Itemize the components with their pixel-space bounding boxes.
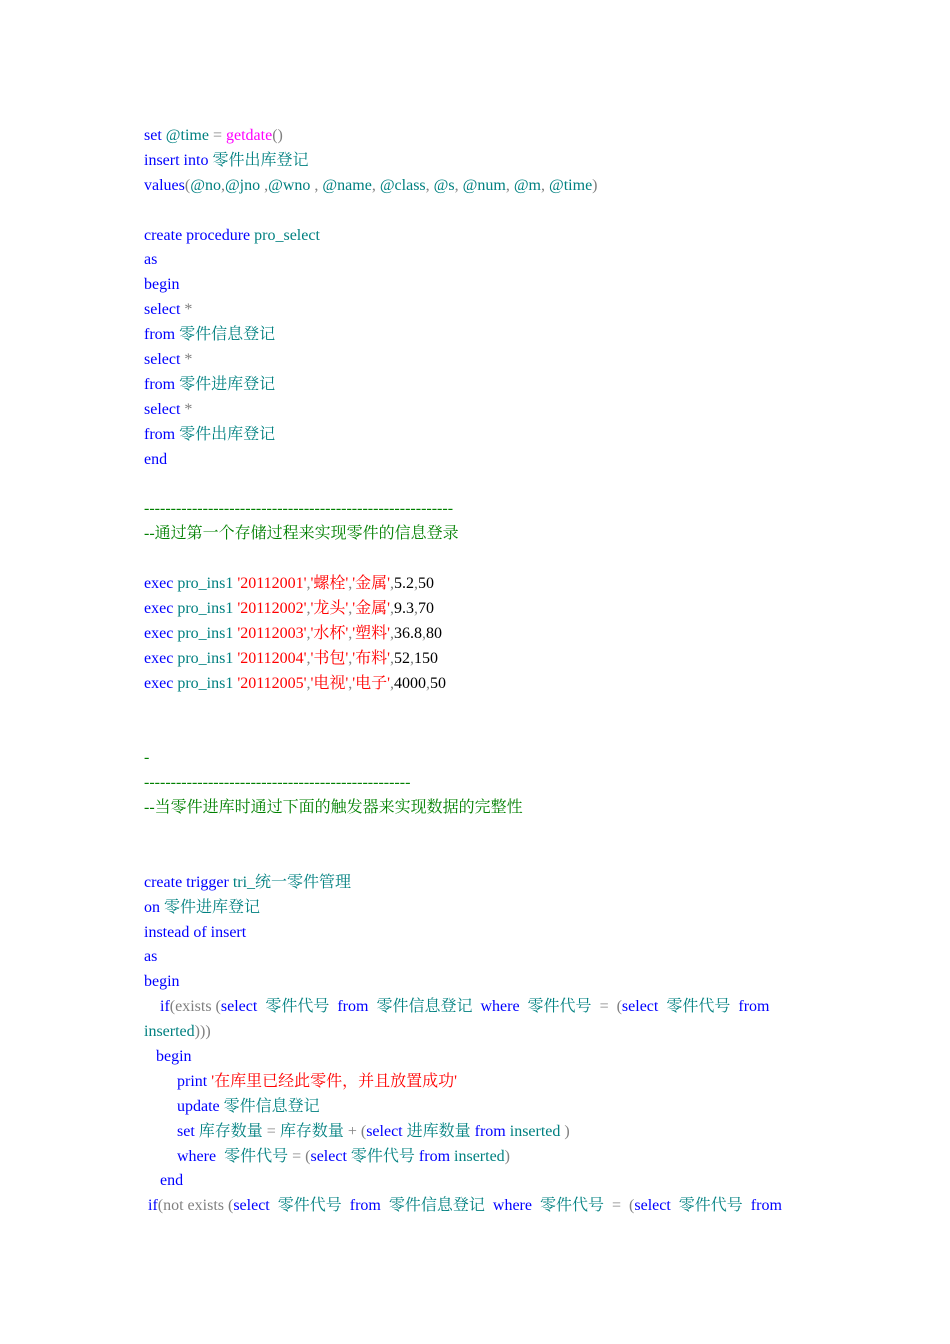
code-token: ---------------------------------------------------------- (144, 500, 454, 518)
code-document (144, 124, 824, 1219)
code-token: if (148, 1197, 158, 1215)
code-token: select (144, 400, 185, 418)
code-token: , (348, 649, 353, 667)
code-token: pro_ins1 (177, 624, 238, 642)
code-token: 36.8 (394, 624, 423, 642)
code-token: select (366, 1122, 407, 1140)
code-token: as (144, 948, 158, 966)
code-token: where (177, 1147, 225, 1165)
code-token: --通过第一个存储过程来实现零件的信息登录 (144, 525, 459, 543)
code-token: '塑料' (352, 624, 391, 642)
code-line (144, 497, 824, 522)
code-token: '水杯' (310, 624, 349, 642)
code-token: from (144, 425, 180, 443)
code-token: + ( (347, 1122, 367, 1140)
code-token: * (184, 351, 193, 369)
code-token: , (425, 176, 434, 194)
code-line (144, 871, 824, 896)
code-token: 80 (426, 624, 443, 642)
code-token: , (371, 176, 380, 194)
code-token: () (272, 127, 283, 144)
code-token: 零件代号 (350, 1147, 419, 1165)
code-token: '20112004' (237, 649, 307, 667)
code-token: , (306, 599, 311, 617)
code-token: '电视' (310, 674, 349, 692)
code-token: @class (379, 176, 426, 194)
code-token: , (426, 674, 431, 692)
code-token: 9.3 (394, 599, 415, 617)
code-token: '书包' (310, 649, 349, 667)
code-token: pro_ins1 (177, 599, 238, 617)
code-token: , (541, 176, 549, 194)
code-token: --当零件进库时通过下面的触发器来实现数据的完整性 (144, 799, 523, 817)
code-token: select (310, 1147, 351, 1165)
code-token: @num (462, 176, 506, 194)
code-token: , (348, 599, 353, 617)
blank-line (144, 696, 824, 721)
code-token: , (348, 624, 353, 642)
code-token: select (220, 998, 266, 1016)
code-line (144, 672, 824, 697)
code-token: create procedure (144, 226, 255, 244)
code-token: , (505, 176, 514, 194)
code-token: if (160, 998, 170, 1016)
code-token: = ( (599, 998, 622, 1016)
code-token: @name (322, 176, 372, 194)
code-token: 零件信息登记 (179, 326, 276, 344)
code-token: 进库数量 (406, 1122, 475, 1140)
code-line (144, 1020, 824, 1045)
code-line (144, 124, 824, 149)
code-token: select (144, 351, 185, 369)
code-token: , (306, 575, 311, 593)
code-line (144, 896, 824, 921)
code-token: as (144, 251, 158, 269)
code-line (144, 746, 824, 771)
code-token: print (177, 1072, 212, 1090)
code-line (144, 174, 824, 199)
code-token: , (414, 599, 419, 617)
code-token: where (492, 1197, 540, 1215)
code-token: 零件进库登记 (164, 898, 261, 916)
code-token: inserted (454, 1147, 505, 1165)
code-token: pro_ins1 (177, 575, 238, 593)
code-token: begin (144, 973, 180, 991)
code-token: from (144, 375, 180, 393)
code-line (144, 1145, 824, 1170)
code-token: exec (144, 575, 178, 593)
code-token: '金属' (352, 599, 391, 617)
blank-line (144, 547, 824, 572)
code-token: pro_select (254, 226, 320, 244)
code-line (144, 423, 824, 448)
code-token: instead of insert (144, 923, 247, 941)
code-token: , (390, 649, 395, 667)
code-line (144, 348, 824, 373)
code-line (144, 970, 824, 995)
code-token: , (422, 624, 427, 642)
code-token: 4000 (394, 674, 427, 692)
code-token: set (144, 127, 166, 144)
code-token: 150 (414, 649, 439, 667)
code-token: tri_统一零件管理 (232, 873, 352, 891)
code-token: (exists ( (169, 998, 221, 1016)
code-token: from (750, 1197, 782, 1215)
code-token: insert into (144, 151, 213, 169)
code-token: , (390, 575, 395, 593)
code-token: , (220, 176, 225, 194)
blank-line (144, 846, 824, 871)
code-token: from (738, 998, 770, 1016)
code-token: ) (564, 1122, 570, 1140)
code-token: '20112005' (237, 674, 307, 692)
code-token: 50 (418, 575, 435, 593)
code-token: @m (513, 176, 541, 194)
code-token: '金属' (352, 575, 391, 593)
code-token: from (144, 326, 180, 344)
code-token: 零件代号 (277, 1197, 350, 1215)
code-token: , (414, 575, 419, 593)
code-token: ) (592, 176, 598, 194)
code-token: ) (504, 1147, 510, 1165)
code-token: @wno (268, 176, 315, 194)
code-token: , (306, 624, 311, 642)
code-token: , (306, 649, 311, 667)
code-token: * (184, 400, 193, 418)
code-line (144, 647, 824, 672)
code-token: end (160, 1172, 184, 1190)
code-token: 零件代号 (265, 998, 338, 1016)
code-line (144, 1194, 824, 1219)
code-token: , (410, 649, 415, 667)
code-token: = (212, 127, 226, 144)
code-token: = (266, 1122, 280, 1140)
code-token: where (480, 998, 528, 1016)
code-token: 零件代号 (678, 1197, 751, 1215)
code-token: 零件进库登记 (179, 375, 276, 393)
code-token: exec (144, 649, 178, 667)
code-line (144, 771, 824, 796)
code-token: , (454, 176, 463, 194)
code-line (144, 298, 824, 323)
code-token: update (177, 1097, 224, 1115)
code-token: 零件信息登记 (388, 1197, 493, 1215)
code-token: @no (190, 176, 221, 194)
code-token: 零件代号 (224, 1147, 293, 1165)
code-token: on (144, 898, 164, 916)
blank-line (144, 199, 824, 224)
code-token: from (474, 1122, 510, 1140)
code-token: 零件代号 (527, 998, 600, 1016)
code-token: values (144, 176, 185, 194)
code-line (144, 373, 824, 398)
code-token: 70 (418, 599, 435, 617)
code-line (144, 248, 824, 273)
code-token: 零件信息登记 (376, 998, 481, 1016)
code-line (144, 1120, 824, 1145)
code-line (144, 572, 824, 597)
code-token: end (144, 450, 168, 468)
code-token: 零件出库登记 (212, 151, 309, 169)
code-token: select (621, 998, 667, 1016)
code-token: '电子' (352, 674, 391, 692)
code-token: 52 (394, 649, 411, 667)
code-token: , (390, 624, 395, 642)
code-token: '20112002' (237, 599, 307, 617)
blank-line (144, 472, 824, 497)
code-token: @time (549, 176, 593, 194)
code-token: create trigger (144, 873, 233, 891)
code-token: 零件代号 (539, 1197, 612, 1215)
code-token: , (348, 575, 353, 593)
code-line (144, 921, 824, 946)
code-token: select (144, 301, 185, 319)
code-token: 库存数量 (279, 1122, 348, 1140)
blank-line (144, 721, 824, 746)
code-token: exec (144, 599, 178, 617)
code-token: (not exists ( (157, 1197, 234, 1215)
code-token: exec (144, 674, 178, 692)
code-token: , (348, 674, 353, 692)
code-token: from (418, 1147, 455, 1165)
code-line (144, 945, 824, 970)
code-token: @jno (224, 176, 265, 194)
code-token: from (349, 1197, 389, 1215)
code-token: 50 (430, 674, 447, 692)
code-token: = ( (612, 1197, 635, 1215)
code-line (144, 1169, 824, 1194)
code-token: '布料' (352, 649, 391, 667)
code-token: '20112003' (237, 624, 307, 642)
code-token: @time (165, 127, 213, 144)
code-token: ))) (194, 1023, 211, 1041)
code-token: = ( (292, 1147, 311, 1165)
code-line (144, 796, 824, 821)
code-token: begin (144, 276, 180, 294)
code-token: * (184, 301, 193, 319)
code-line (144, 448, 824, 473)
code-token: '20112001' (237, 575, 307, 593)
code-token: , (390, 599, 395, 617)
code-token: exec (144, 624, 178, 642)
code-token: 零件信息登记 (223, 1097, 320, 1115)
code-token: -------------------------------------------------- (144, 774, 411, 792)
code-token: 零件代号 (666, 998, 739, 1016)
blank-line (144, 821, 824, 846)
code-token: inserted (509, 1122, 565, 1140)
code-token: '在库里已经此零件，并且放置成功' (211, 1072, 457, 1090)
code-token: - (144, 749, 150, 767)
code-line (144, 323, 824, 348)
code-token: ( (184, 176, 191, 194)
code-token: 5.2 (394, 575, 415, 593)
code-token: inserted (144, 1023, 195, 1041)
code-token: 库存数量 (198, 1122, 267, 1140)
code-line (144, 398, 824, 423)
code-token: , (314, 176, 323, 194)
code-token: , (306, 674, 311, 692)
code-line (144, 1070, 824, 1095)
code-token: , (390, 674, 395, 692)
code-line (144, 995, 824, 1020)
code-line (144, 273, 824, 298)
code-token: @s (433, 176, 455, 194)
code-token: from (337, 998, 377, 1016)
code-token: begin (156, 1047, 192, 1065)
code-line (144, 1095, 824, 1120)
code-line (144, 597, 824, 622)
code-line (144, 224, 824, 249)
code-token: select (634, 1197, 679, 1215)
code-line (144, 1045, 824, 1070)
code-token: pro_ins1 (177, 674, 238, 692)
code-token: 零件出库登记 (179, 425, 276, 443)
code-line (144, 522, 824, 547)
code-token: select (233, 1197, 278, 1215)
code-token: '龙头' (310, 599, 349, 617)
code-line (144, 622, 824, 647)
code-token: '螺栓' (310, 575, 349, 593)
code-line (144, 149, 824, 174)
code-token: getdate (225, 127, 273, 144)
code-token: pro_ins1 (177, 649, 238, 667)
code-token: , (264, 176, 269, 194)
code-token: set (177, 1122, 199, 1140)
